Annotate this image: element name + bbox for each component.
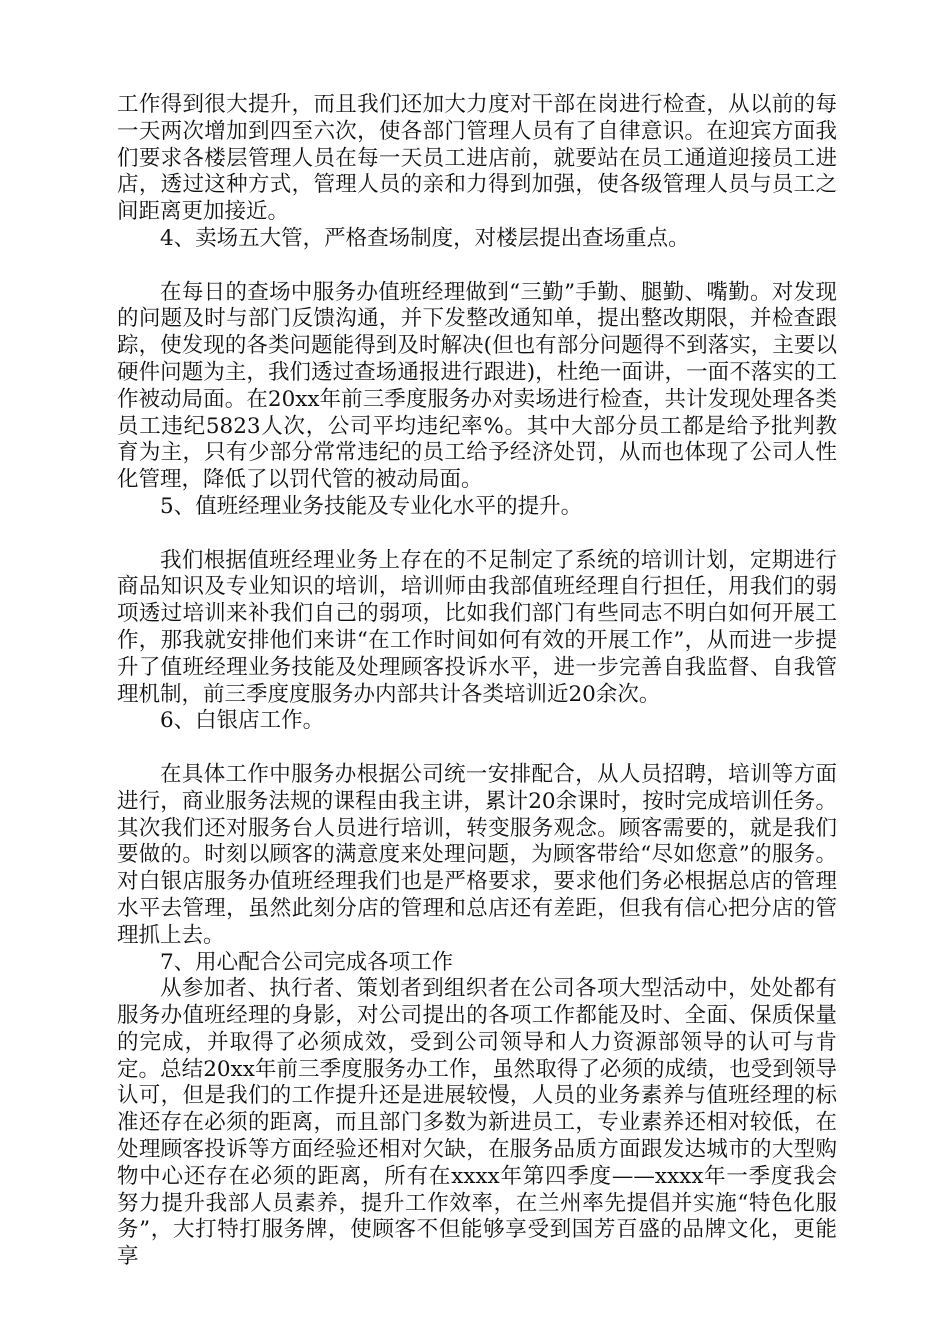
paragraph-continued: 工作得到很大提升，而且我们还加大力度对干部在岗进行检查，从以前的每一天两次增加到四至六次，使各部门管理人员有了自律意识。在迎宾方面我们要求各楼层管理人员在每一天员工进店前，就要站在员工通道迎接员工进店，透过这种方式，管理人员的亲和力得到加强，使各级管理人员与员工之间距离更加接近。 [117,92,837,225]
document-page [117,92,837,1271]
section-heading-7: 7、用心配合公司完成各项工作 [160,949,454,975]
paragraph-inspection: 在每日的查场中服务办值班经理做到“三勤”手勤、腿勤、嘴勤。对发现的问题及时与部门反馈沟通，并下发整改通知单，提出整改期限，并检查跟踪，使发现的各类问题能得到及时解决(但也有部分问题得不到落实，主要以硬件问题为主，我们透过查场通报进行跟进)，杜绝一面讲，一面不落实的工作被动局面。在20xx年前三季度服务办对卖场进行检查，共计发现处理各类员工违纪5823人次，公司平均违纪率%。其中大部分员工都是给予批判教育为主，只有少部分常常违纪的员工给予经济处罚，从而也体现了公司人性化管理，降低了以罚代管的被动局面。 [117,279,837,493]
paragraph-gap [117,253,837,280]
paragraph-gap [117,735,837,762]
paragraph-baiyin-store: 在具体工作中服务办根据公司统一安排配合，从人员招聘，培训等方面进行，商业服务法规的课程由我主讲，累计20余课时，按时完成培训任务。其次我们还对服务台人员进行培训，转变服务观念。顾客需要的，就是我们要做的。时刻以顾客的满意度来处理问题，为顾客带给“尽如您意”的服务。对白银店服务办值班经理我们也是严格要求，要求他们务必根据总店的管理水平去管理，虽然此刻分店的管理和总店还有差距，但我有信心把分店的管理抓上去。 [117,761,837,948]
paragraph-training: 我们根据值班经理业务上存在的不足制定了系统的培训计划，定期进行商品知识及专业知识的培训，培训师由我部值班经理自行担任，用我们的弱项透过培训来补我们自己的弱项，比如我们部门有些同志不明白如何开展工作，那我就安排他们来讲“在工作时间如何有效的开展工作”，从而进一步提升了值班经理业务技能及处理顾客投诉水平，进一步完善自我监督、自我管理机制，前三季度度服务办内部共计各类培训近20余次。 [117,547,837,707]
paragraph-gap [117,521,837,548]
paragraph-cooperation: 从参加者、执行者、策划者到组织者在公司各项大型活动中，处处都有服务办值班经理的身影，对公司提出的各项工作都能及时、全面、保质保量的完成，并取得了必须成效，受到公司领导和人力资源部领导的认可与肯定。总结20xx年前三季度服务办工作，虽然取得了必须的成绩，也受到领导认可，但是我们的工作提升还是进展较慢，人员的业务素养与值班经理的标准还存在必须的距离，而且部门多数为新进员工，专业素养还相对较低，在处理顾客投诉等方面经验还相对欠缺，在服务品质方面跟发达城市的大型购物中心还存在必须的距离，所有在xxxx年第四季度——xxxx年一季度我会努力提升我部人员素养，提升工作效率，在兰州率先提倡并实施“特色化服务”，大打特打服务牌，使顾客不但能够享受到国芳百盛的品牌文化，更能享 [117,976,837,1270]
section-heading-5: 5、值班经理业务技能及专业化水平的提升。 [160,493,583,519]
section-heading-4: 4、卖场五大管，严格查场制度，对楼层提出查场重点。 [160,225,690,251]
section-heading-6: 6、白银店工作。 [160,708,325,734]
